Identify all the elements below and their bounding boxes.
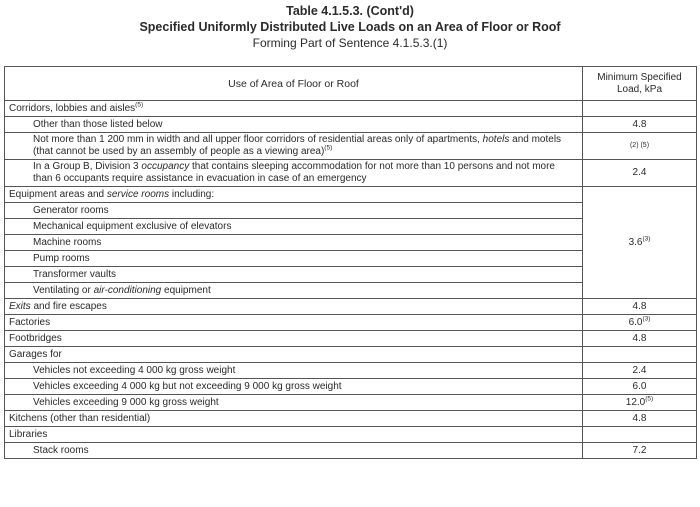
stack-rooms-label: Stack rooms (5, 443, 583, 459)
factories-value: 6.0 (628, 316, 643, 328)
corridors-other-label: Other than those listed below (33, 118, 163, 130)
header-load-line1: Minimum Specified (597, 71, 682, 83)
header-load-line2: Load, kPa (616, 83, 663, 95)
garage-row-label: Vehicles exceeding 9 000 kg gross weight (5, 395, 583, 411)
table-row (5, 117, 697, 133)
header-use-label: Use of Area of Floor or Roof (228, 77, 359, 90)
equipment-value-cell (583, 187, 697, 299)
table-row (5, 133, 697, 160)
equipment-item: Transformer vaults (5, 267, 583, 283)
libraries-empty-cell (583, 427, 697, 443)
corridors-narrow-value: (2) (5) (583, 133, 697, 160)
kitchens-label: Kitchens (other than residential) (5, 411, 583, 427)
table-row (5, 299, 697, 315)
garage-row-label: Vehicles not exceeding 4 000 kg gross weight (5, 363, 583, 379)
exits-label-cell (5, 299, 583, 315)
table-row (5, 443, 697, 459)
footbridges-value: 4.8 (583, 331, 697, 347)
garage-row-value-cell (583, 395, 697, 411)
libraries-label: Libraries (5, 427, 583, 443)
factories-value-sup: (3) (642, 315, 651, 323)
factories-label: Factories (5, 315, 583, 331)
narrow-line2: (that cannot be used by an assembly of people as a viewing area) (33, 146, 325, 157)
stack-rooms-value: 7.2 (583, 443, 697, 459)
corridors-label: Corridors, lobbies and aisles (9, 102, 136, 114)
equipment-ventilating-cell (5, 283, 583, 299)
table-reference: Forming Part of Sentence 4.1.5.3.(1) (252, 36, 448, 50)
exits-label-b: and fire escapes (30, 300, 107, 312)
narrow-line1-b: and motels (509, 134, 562, 145)
table-row (5, 331, 697, 347)
vent-b: equipment (161, 284, 211, 296)
groupb-line1-occupancy: occupancy (141, 161, 190, 172)
corridors-label-cell (5, 101, 583, 117)
garage-row-value: 12.0 (625, 396, 646, 408)
table-row (5, 395, 697, 411)
header-load-cell (583, 67, 697, 101)
footbridges-label: Footbridges (5, 331, 583, 347)
equipment-label-cell (5, 187, 583, 203)
equipment-label-b: including: (169, 188, 215, 200)
narrow-line1-a: Not more than 1 200 mm in width and all upper floor corridors of residential areas only of apartments, (33, 134, 483, 145)
table-row (5, 427, 697, 443)
table-row (5, 160, 697, 187)
garages-empty-cell (583, 347, 697, 363)
equipment-label-service: service rooms (106, 188, 170, 200)
table-row (5, 101, 697, 117)
corridors-empty-cell (583, 101, 697, 117)
corridors-sup: (5) (135, 101, 144, 109)
equipment-item: Pump rooms (5, 251, 583, 267)
equipment-label-a: Equipment areas and (9, 188, 107, 200)
corridors-narrow-label-cell (5, 133, 583, 160)
table-title: Specified Uniformly Distributed Live Loads on an Area of Floor or Roof (139, 20, 561, 34)
corridors-other-value: 4.8 (583, 117, 697, 133)
groupb-line2: than 6 occupants require assistance in evacuation in case of an emergency (33, 173, 367, 184)
garage-row-label: Vehicles exceeding 4 000 kg but not exceeding 9 000 kg gross weight (5, 379, 583, 395)
table-row (5, 187, 697, 203)
equipment-item: Generator rooms (5, 203, 583, 219)
factories-value-cell (583, 315, 697, 331)
table-header-row (5, 67, 697, 101)
corridors-groupb-label-cell (5, 160, 583, 187)
table-row (5, 363, 697, 379)
vent-a: Ventilating or (33, 284, 94, 296)
exits-value: 4.8 (583, 299, 697, 315)
garage-row-value: 6.0 (583, 379, 697, 395)
corridors-groupb-value: 2.4 (583, 160, 697, 187)
equipment-value-sup: (3) (642, 235, 651, 243)
table-number: Table 4.1.5.3. (Cont'd) (286, 4, 414, 18)
table-row (5, 315, 697, 331)
corridors-other-label-cell (5, 117, 583, 133)
table-row (5, 411, 697, 427)
groupb-line1-b: that contains sleeping accommodation for not more than 10 persons and not more (189, 161, 555, 172)
garages-label: Garages for (5, 347, 583, 363)
vent-air: air-conditioning (93, 284, 162, 296)
live-loads-table (4, 66, 697, 459)
table-row (5, 347, 697, 363)
exits-label-a: Exits (9, 300, 31, 312)
equipment-item: Machine rooms (5, 235, 583, 251)
garage-row-value: 2.4 (583, 363, 697, 379)
header-use-cell (5, 67, 583, 101)
groupb-line1-a: In a Group B, Division 3 (33, 161, 142, 172)
narrow-sup: (5) (324, 144, 333, 152)
garage-row-value-sup: (5) (645, 395, 654, 403)
equipment-item: Mechanical equipment exclusive of elevators (5, 219, 583, 235)
narrow-line1-hotels: hotels (482, 134, 510, 145)
equipment-value: 3.6 (628, 236, 643, 248)
kitchens-value: 4.8 (583, 411, 697, 427)
table-row (5, 379, 697, 395)
